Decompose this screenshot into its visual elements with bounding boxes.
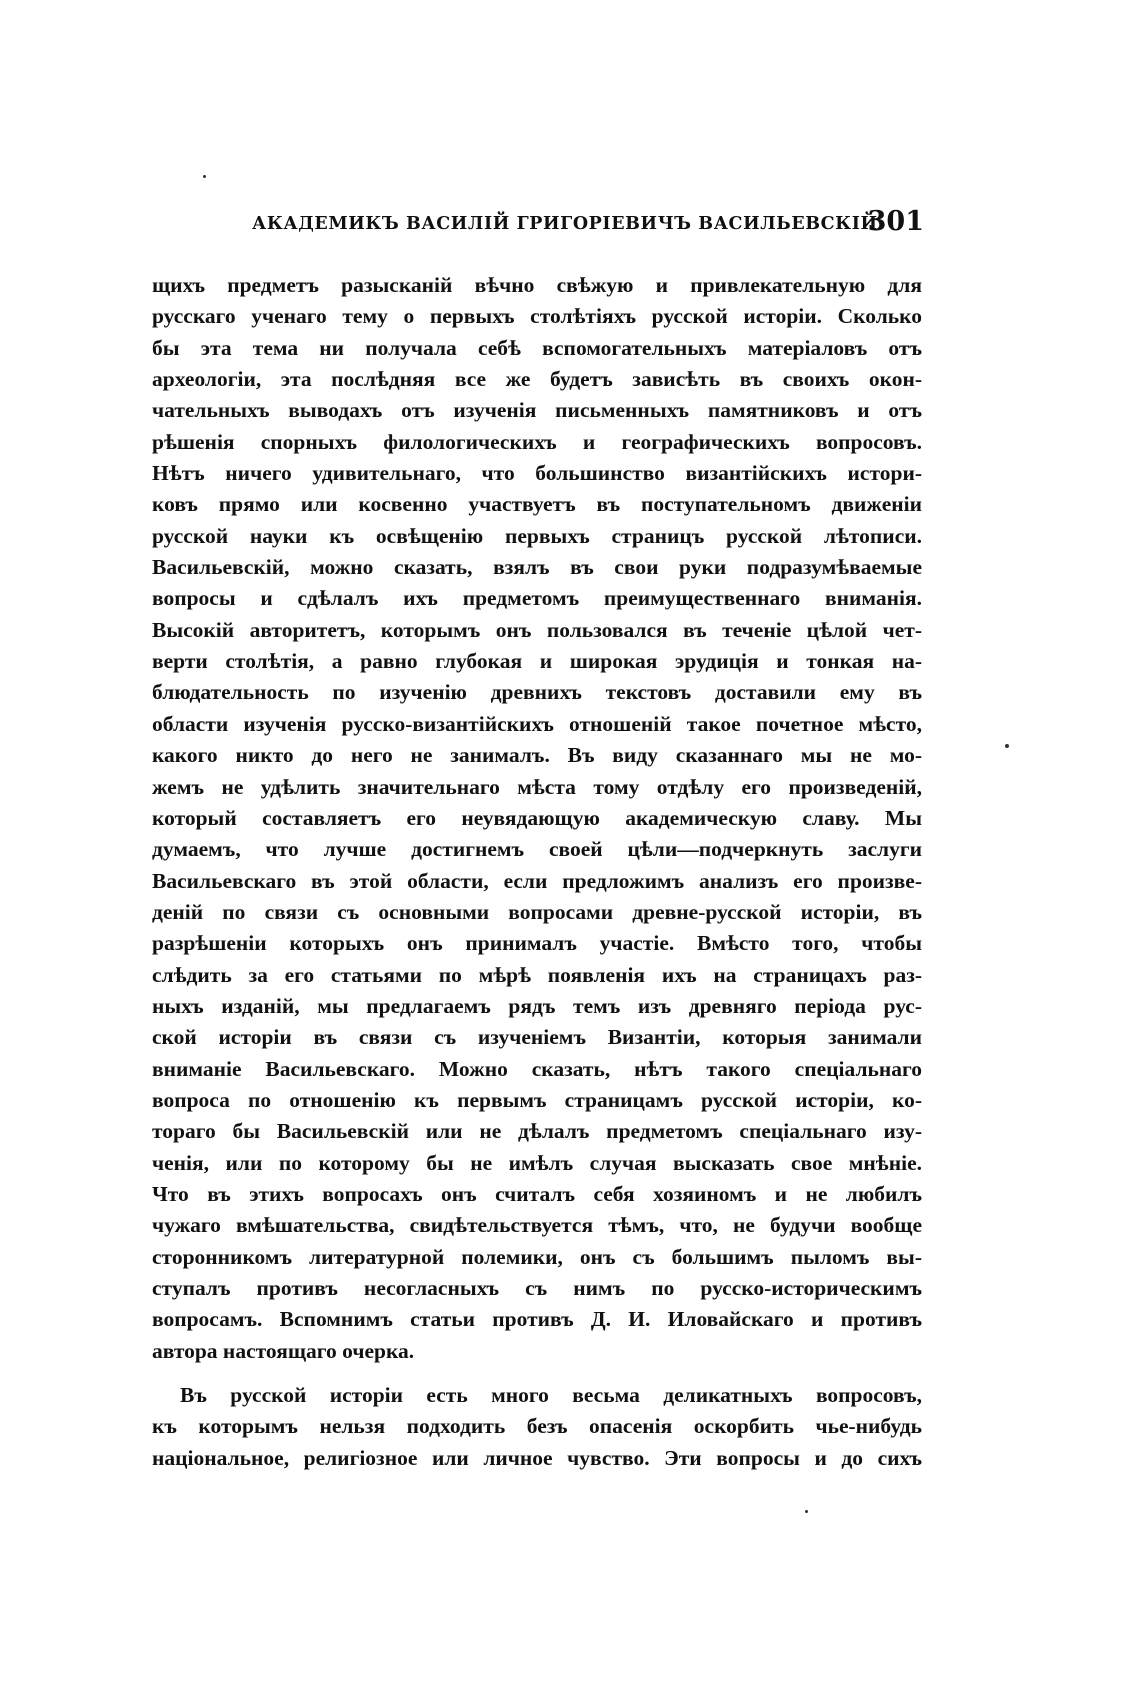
text-line: разрѣшеніи которыхъ онъ принималъ участіе. Вмѣсто того, чтобы: [152, 931, 922, 956]
text-line: щихъ предметъ разысканій вѣчно свѣжую и привлекательную для: [152, 273, 922, 297]
text-line: чательныхъ выводахъ отъ изученія письменныхъ памятниковъ и отъ: [152, 398, 922, 423]
text-line: какого никто до него не занималъ. Въ виду сказаннаго мы не мо-: [152, 743, 922, 768]
text-line: бы эта тема ни получала себѣ вспомогательныхъ матеріаловъ отъ: [152, 335, 922, 360]
text-line: Что въ этихъ вопросахъ онъ считалъ себя хозяиномъ и не любилъ: [152, 1181, 922, 1206]
text-line: верти столѣтія, а равно глубокая и широкая эрудиція и тонкая на-: [152, 649, 922, 674]
text-line: ковъ прямо или косвенно участвуетъ въ поступательномъ движеніи: [152, 492, 922, 517]
text-line: Высокій авторитетъ, которымъ онъ пользовался въ теченіе цѣлой чет-: [152, 617, 922, 642]
print-speck: [1005, 744, 1009, 748]
text-line: сторонникомъ литературной полемики, онъ съ большимъ пыломъ вы-: [152, 1244, 922, 1269]
text-line: вопросамъ. Вспомнимъ статьи противъ Д. И. Иловайскаго и противъ: [152, 1307, 922, 1332]
text-line: рѣшенія спорныхъ филологическихъ и географическихъ вопросовъ.: [152, 429, 922, 454]
text-line: автора настоящаго очерка.: [152, 1338, 415, 1363]
text-line: жемъ не удѣлить значительнаго мѣста тому отдѣлу его произведеній,: [152, 774, 922, 799]
text-line: ступалъ противъ несогласныхъ съ нимъ по русско-историческимъ: [152, 1276, 922, 1300]
text-line: русской науки къ освѣщенію первыхъ страницъ русской лѣтописи.: [152, 523, 922, 548]
text-line: Въ русской исторіи есть много весьма деликатныхъ вопросовъ,: [180, 1383, 922, 1408]
text-line: вниманіе Васильевскаго. Можно сказать, нѣтъ такого спеціальнаго: [152, 1056, 922, 1081]
text-line: вопроса по отношенію къ первымъ страницамъ русской исторіи, ко-: [152, 1087, 922, 1112]
text-line: который составляетъ его неувядающую академическую славу. Мы: [152, 805, 922, 830]
text-line: ской исторіи въ связи съ изученіемъ Византіи, которыя занимали: [152, 1025, 922, 1050]
running-head: АКАДЕМИКЪ ВАСИЛІЙ ГРИГОРІЕВИЧЪ ВАСИЛЬЕВСКІЙ.: [252, 214, 885, 234]
text-line: русскаго ученаго тему о первыхъ столѣтіяхъ русской исторіи. Сколько: [152, 304, 922, 329]
paragraph-break: [152, 1367, 922, 1380]
print-speck: [203, 175, 206, 178]
body-text: [152, 270, 922, 1474]
text-line: Нѣтъ ничего удивительнаго, что большинство византійскихъ истори-: [152, 461, 922, 486]
text-line: ныхъ изданій, мы предлагаемъ рядъ темъ изъ древняго періода рус-: [152, 993, 922, 1018]
text-line: къ которымъ нельзя подходить безъ опасенія оскорбить чье-нибудь: [152, 1414, 922, 1439]
text-line: области изученія русско-византійскихъ отношеній такое почетное мѣсто,: [152, 711, 922, 736]
text-line: слѣдить за его статьями по мѣрѣ появленія ихъ на страницахъ раз-: [152, 962, 922, 987]
text-line: тораго бы Васильевскій или не дѣлалъ предметомъ спеціальнаго изу-: [152, 1119, 922, 1144]
page-number: 301: [867, 206, 924, 237]
print-speck: [805, 1510, 808, 1513]
text-line: деній по связи съ основными вопросами древне-русской исторіи, въ: [152, 899, 922, 924]
text-line: національное, религіозное или личное чувство. Эти вопросы и до сихъ: [152, 1445, 922, 1470]
text-line: блюдательность по изученію древнихъ текстовъ доставили ему въ: [152, 680, 922, 705]
page-header: [252, 206, 942, 246]
text-line: Васильевскаго въ этой области, если предложимъ анализъ его произве-: [152, 868, 922, 893]
text-line: чужаго вмѣшательства, свидѣтельствуется тѣмъ, что, не будучи вообще: [152, 1213, 922, 1238]
text-line: ченія, или по которому бы не имѣлъ случая высказать свое мнѣніе.: [152, 1150, 922, 1175]
text-line: археологіи, эта послѣдняя все же будетъ зависѣть въ своихъ окон-: [152, 367, 922, 392]
text-line: вопросы и сдѣлалъ ихъ предметомъ преимущественнаго вниманія.: [152, 586, 922, 611]
text-line: думаемъ, что лучше достигнемъ своей цѣли—подчеркнуть заслуги: [152, 837, 922, 862]
text-line: Васильевскій, можно сказать, взялъ въ свои руки подразумѣваемые: [152, 555, 922, 580]
